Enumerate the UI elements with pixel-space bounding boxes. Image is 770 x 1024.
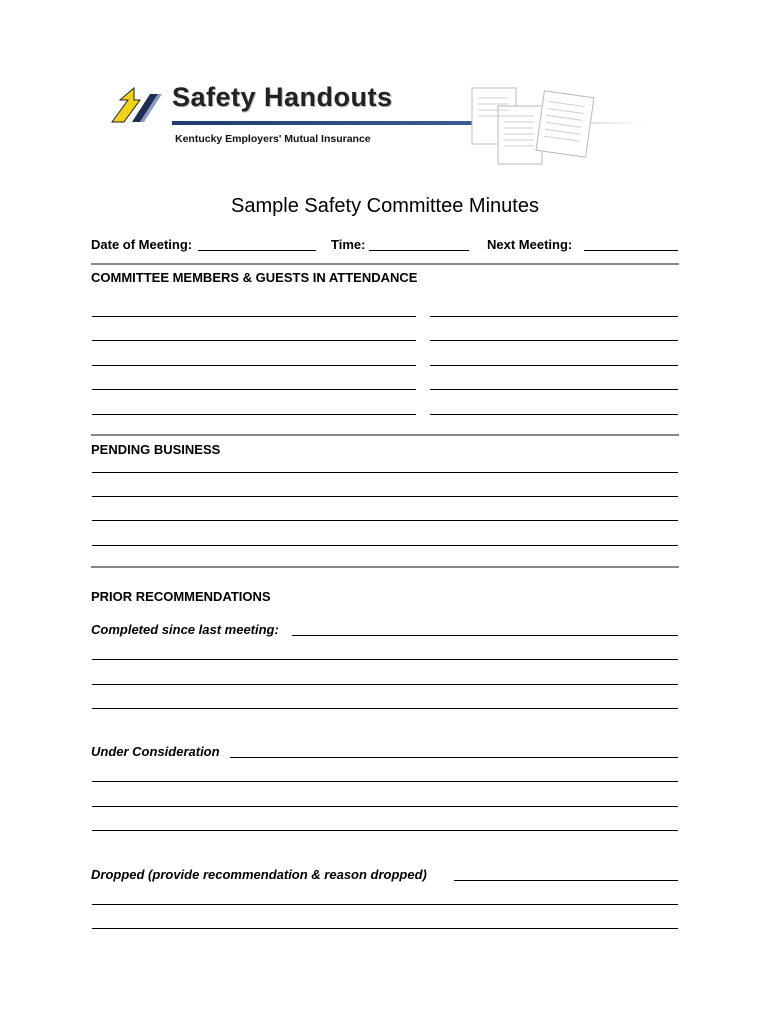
pending-business-line[interactable] xyxy=(92,545,678,546)
date-of-meeting-field[interactable] xyxy=(198,250,316,251)
completed-label: Completed since last meeting: xyxy=(91,622,279,637)
prior-recommendations-heading: PRIOR RECOMMENDATIONS xyxy=(91,589,271,604)
pending-business-line[interactable] xyxy=(92,520,678,521)
under-consideration-line[interactable] xyxy=(92,806,678,807)
attendee-line[interactable] xyxy=(92,316,416,317)
completed-line[interactable] xyxy=(92,708,678,709)
attendee-line[interactable] xyxy=(92,414,416,415)
completed-field[interactable] xyxy=(292,635,678,636)
brand-subtitle: Kentucky Employers' Mutual Insurance xyxy=(175,133,371,145)
attendee-line[interactable] xyxy=(92,340,416,341)
date-of-meeting-label: Date of Meeting: xyxy=(91,237,193,252)
time-field[interactable] xyxy=(369,250,469,251)
dropped-field[interactable] xyxy=(454,880,678,881)
attendee-line[interactable] xyxy=(430,316,678,317)
completed-line[interactable] xyxy=(92,684,678,685)
dropped-line[interactable] xyxy=(92,928,678,929)
dropped-line[interactable] xyxy=(92,904,678,905)
dropped-label: Dropped (provide recommendation & reason dropped) xyxy=(91,867,427,882)
under-consideration-line[interactable] xyxy=(92,781,678,782)
section-divider xyxy=(91,434,679,436)
pending-business-line[interactable] xyxy=(92,472,678,473)
attendee-line[interactable] xyxy=(430,414,678,415)
attendee-line[interactable] xyxy=(92,389,416,390)
time-label: Time: xyxy=(331,237,366,252)
brand-rule xyxy=(172,121,472,125)
pending-business-heading: PENDING BUSINESS xyxy=(91,442,221,457)
attendance-heading: COMMITTEE MEMBERS & GUESTS IN ATTENDANCE xyxy=(91,270,418,285)
under-consideration-field[interactable] xyxy=(230,757,678,758)
completed-line[interactable] xyxy=(92,659,678,660)
attendee-line[interactable] xyxy=(92,365,416,366)
attendee-line[interactable] xyxy=(430,365,678,366)
next-meeting-field[interactable] xyxy=(584,250,678,251)
under-consideration-line[interactable] xyxy=(92,830,678,831)
under-consideration-label: Under Consideration xyxy=(91,744,220,759)
next-meeting-label: Next Meeting: xyxy=(487,237,573,252)
documents-illustration-icon xyxy=(468,84,608,168)
document-title: Sample Safety Committee Minutes xyxy=(231,195,539,217)
brand-title: Safety Handouts xyxy=(172,82,393,112)
attendee-line[interactable] xyxy=(430,340,678,341)
safety-logo-mark-icon xyxy=(110,86,162,124)
section-divider xyxy=(91,566,679,568)
pending-business-line[interactable] xyxy=(92,496,678,497)
attendee-line[interactable] xyxy=(430,389,678,390)
section-divider xyxy=(91,263,679,265)
